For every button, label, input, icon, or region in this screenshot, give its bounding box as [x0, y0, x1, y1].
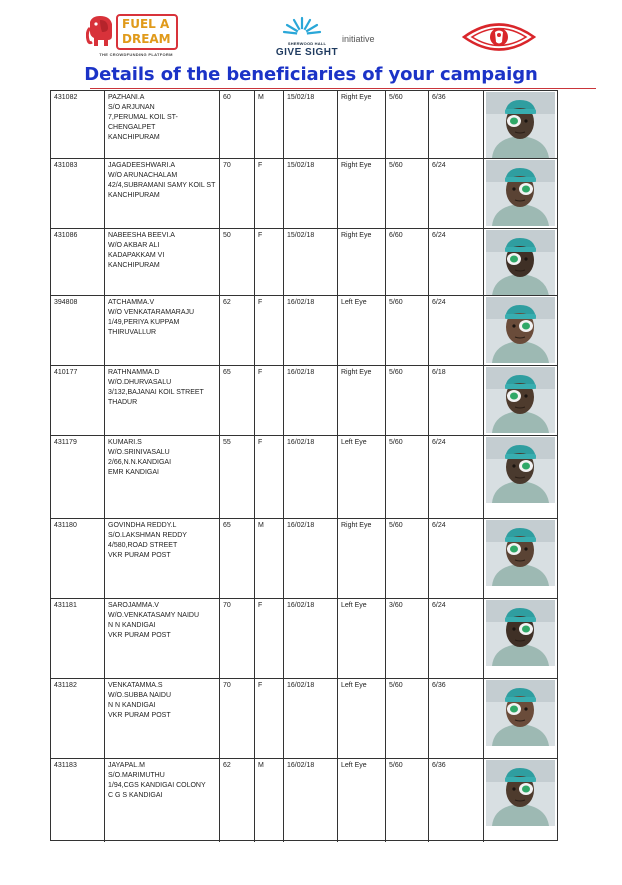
record-id: 431180: [51, 519, 105, 598]
photo-cell: [484, 519, 557, 598]
pre-op-vision: 5/60: [386, 759, 429, 842]
age: 50: [220, 229, 255, 295]
detail-line: N N KANDIGAI: [108, 622, 156, 629]
photo-cell: [484, 679, 557, 758]
sex: F: [255, 366, 284, 435]
beneficiary-details: [105, 759, 220, 842]
record-id: 431181: [51, 599, 105, 678]
table-row: [51, 519, 557, 599]
detail-line: GOVINDHA REDDY.L: [108, 522, 177, 529]
give-sight-small-text: SHERWOOD HALL: [287, 41, 327, 46]
detail-line: W/O ARUNACHALAM: [108, 172, 178, 179]
eye-icon: [462, 18, 536, 56]
give-sight-wordmark: GIVE SIGHT: [275, 47, 339, 58]
title-underline: [90, 88, 596, 89]
pre-op-vision: 5/60: [386, 91, 429, 158]
surgery-date: 15/02/18: [284, 159, 338, 228]
detail-line: VKR PURAM POST: [108, 712, 171, 719]
photo-cell: [484, 159, 557, 228]
detail-line: KANCHIPURAM: [108, 262, 160, 269]
patient-photo: [486, 92, 555, 158]
record-id: 410177: [51, 366, 105, 435]
age: 70: [220, 159, 255, 228]
sex: F: [255, 599, 284, 678]
pre-op-vision: 3/60: [386, 599, 429, 678]
beneficiary-details: [105, 599, 220, 678]
eye-operated: Right Eye: [338, 91, 386, 158]
age: 65: [220, 366, 255, 435]
detail-line: THADUR: [108, 399, 138, 406]
photo-cell: [484, 599, 557, 678]
beneficiary-details: [105, 436, 220, 518]
detail-line: KANCHIPURAM: [108, 134, 160, 141]
table-row: [51, 436, 557, 519]
record-id: 431086: [51, 229, 105, 295]
detail-line: CHENGALPET: [108, 124, 156, 131]
post-op-vision: 6/36: [429, 679, 484, 758]
sex: M: [255, 91, 284, 158]
detail-line: JAGADEESHWARI.A: [108, 162, 176, 169]
page-title: Details of the beneficiaries of your campaign: [84, 64, 538, 85]
eye-operated: Left Eye: [338, 599, 386, 678]
sex: F: [255, 679, 284, 758]
detail-line: VENKATAMMA.S: [108, 682, 163, 689]
post-op-vision: 6/24: [429, 229, 484, 295]
table-row: [51, 759, 557, 842]
give-sight-logo: [272, 14, 382, 58]
detail-line: S/O ARJUNAN: [108, 104, 155, 111]
surgery-date: 16/02/18: [284, 366, 338, 435]
detail-line: 4/580,ROAD STREET: [108, 542, 178, 549]
post-op-vision: 6/36: [429, 91, 484, 158]
detail-line: VKR PURAM POST: [108, 632, 171, 639]
detail-line: S/O.MARIMUTHU: [108, 772, 165, 779]
sex: F: [255, 229, 284, 295]
detail-line: W/O AKBAR ALI: [108, 242, 160, 249]
detail-line: SAROJAMMA.V: [108, 602, 159, 609]
photo-cell: [484, 296, 557, 365]
sex: M: [255, 519, 284, 598]
eye-operated: Left Eye: [338, 679, 386, 758]
detail-line: KUMARI.S: [108, 439, 142, 446]
patient-photo: [486, 520, 555, 586]
pre-op-vision: 5/60: [386, 296, 429, 365]
surgery-date: 16/02/18: [284, 436, 338, 518]
surgery-date: 16/02/18: [284, 759, 338, 842]
detail-line: W/O VENKATARAMARAJU: [108, 309, 195, 316]
detail-line: W/O.VENKATASAMY NAIDU: [108, 612, 200, 619]
post-op-vision: 6/24: [429, 296, 484, 365]
detail-line: VKR PURAM POST: [108, 552, 171, 559]
table-row: [51, 229, 557, 296]
fuel-a-dream-wordmark: [116, 14, 178, 50]
beneficiary-details: [105, 159, 220, 228]
fuel-a-dream-logo: [86, 12, 186, 58]
age: 55: [220, 436, 255, 518]
sex: M: [255, 759, 284, 842]
record-id: 394808: [51, 296, 105, 365]
patient-photo: [486, 367, 555, 433]
post-op-vision: 6/24: [429, 159, 484, 228]
detail-line: ATCHAMMA.V: [108, 299, 155, 306]
post-op-vision: 6/24: [429, 436, 484, 518]
post-op-vision: 6/24: [429, 519, 484, 598]
record-id: 431082: [51, 91, 105, 158]
patient-photo: [486, 160, 555, 226]
detail-line: 1/94,CGS KANDIGAI COLONY: [108, 782, 206, 789]
age: 70: [220, 679, 255, 758]
sex: F: [255, 159, 284, 228]
age: 65: [220, 519, 255, 598]
eye-operated: Right Eye: [338, 229, 386, 295]
patient-photo: [486, 437, 555, 503]
detail-line: 2/66,N.N.KANDIGAI: [108, 459, 172, 466]
detail-line: S/O.LAKSHMAN REDDY: [108, 532, 187, 539]
beneficiary-details: [105, 366, 220, 435]
table-row: [51, 599, 557, 679]
beneficiary-details: [105, 296, 220, 365]
patient-photo: [486, 680, 555, 746]
photo-cell: [484, 436, 557, 518]
record-id: 431083: [51, 159, 105, 228]
record-id: 431179: [51, 436, 105, 518]
table-row: [51, 159, 557, 229]
record-id: 431182: [51, 679, 105, 758]
detail-line: C G S KANDIGAI: [108, 792, 163, 799]
eye-operated: Left Eye: [338, 436, 386, 518]
post-op-vision: 6/18: [429, 366, 484, 435]
age: 60: [220, 91, 255, 158]
photo-cell: [484, 91, 557, 158]
age: 62: [220, 759, 255, 842]
detail-line: 7,PERUMAL KOIL ST-: [108, 114, 178, 121]
surgery-date: 16/02/18: [284, 296, 338, 365]
post-op-vision: 6/36: [429, 759, 484, 842]
elephant-icon: [86, 14, 116, 48]
age: 62: [220, 296, 255, 365]
surgery-date: 15/02/18: [284, 229, 338, 295]
detail-line: EMR KANDIGAI: [108, 469, 159, 476]
detail-line: 42/4,SUBRAMANI SAMY KOIL ST: [108, 182, 216, 189]
beneficiary-details: [105, 91, 220, 158]
logo-text-line2: DREAM: [122, 32, 171, 46]
eye-operated: Right Eye: [338, 159, 386, 228]
photo-cell: [484, 366, 557, 435]
detail-line: N N KANDIGAI: [108, 702, 156, 709]
surgery-date: 16/02/18: [284, 599, 338, 678]
detail-line: 3/132,BAJANAI KOIL STREET: [108, 389, 204, 396]
pre-op-vision: 6/60: [386, 229, 429, 295]
beneficiaries-table: [50, 90, 558, 841]
patient-photo: [486, 297, 555, 363]
surgery-date: 16/02/18: [284, 519, 338, 598]
detail-line: 1/49,PERIYA KUPPAM: [108, 319, 180, 326]
page-header: [0, 0, 622, 62]
surgery-date: 16/02/18: [284, 679, 338, 758]
photo-cell: [484, 759, 557, 842]
patient-photo: [486, 600, 555, 666]
pre-op-vision: 5/60: [386, 519, 429, 598]
photo-cell: [484, 229, 557, 295]
table-row: [51, 679, 557, 759]
sex: F: [255, 296, 284, 365]
detail-line: W/O.SRINIVASALU: [108, 449, 170, 456]
patient-photo: [486, 760, 555, 826]
post-op-vision: 6/24: [429, 599, 484, 678]
detail-line: PAZHANI.A: [108, 94, 145, 101]
sun-rays-icon: [282, 14, 322, 36]
eye-operated: Right Eye: [338, 366, 386, 435]
age: 70: [220, 599, 255, 678]
detail-line: RATHNAMMA.D: [108, 369, 160, 376]
table-row: [51, 91, 557, 159]
detail-line: KADAPAKKAM VI: [108, 252, 165, 259]
beneficiary-details: [105, 519, 220, 598]
eye-operated: Left Eye: [338, 296, 386, 365]
surgery-date: 15/02/18: [284, 91, 338, 158]
pre-op-vision: 5/60: [386, 366, 429, 435]
detail-line: THIRUVALLUR: [108, 329, 157, 336]
detail-line: KANCHIPURAM: [108, 192, 160, 199]
eye-operated: Right Eye: [338, 519, 386, 598]
record-id: 431183: [51, 759, 105, 842]
beneficiary-details: [105, 229, 220, 295]
pre-op-vision: 5/60: [386, 679, 429, 758]
pre-op-vision: 5/60: [386, 159, 429, 228]
detail-line: W/O.SUBBA NAIDU: [108, 692, 172, 699]
detail-line: JAYAPAL.M: [108, 762, 145, 769]
patient-photo: [486, 230, 555, 295]
eye-operated: Left Eye: [338, 759, 386, 842]
table-row: [51, 296, 557, 366]
table-row: [51, 366, 557, 436]
pre-op-vision: 5/60: [386, 436, 429, 518]
sex: F: [255, 436, 284, 518]
detail-line: W/O.DHURVASALU: [108, 379, 172, 386]
logo-text-line1: FUEL A: [122, 17, 170, 31]
beneficiary-details: [105, 679, 220, 758]
logo-tagline: THE CROWDFUNDING PLATFORM: [99, 52, 173, 57]
initiative-label: initiative: [342, 34, 375, 44]
detail-line: NABEESHA BEEVI.A: [108, 232, 175, 239]
